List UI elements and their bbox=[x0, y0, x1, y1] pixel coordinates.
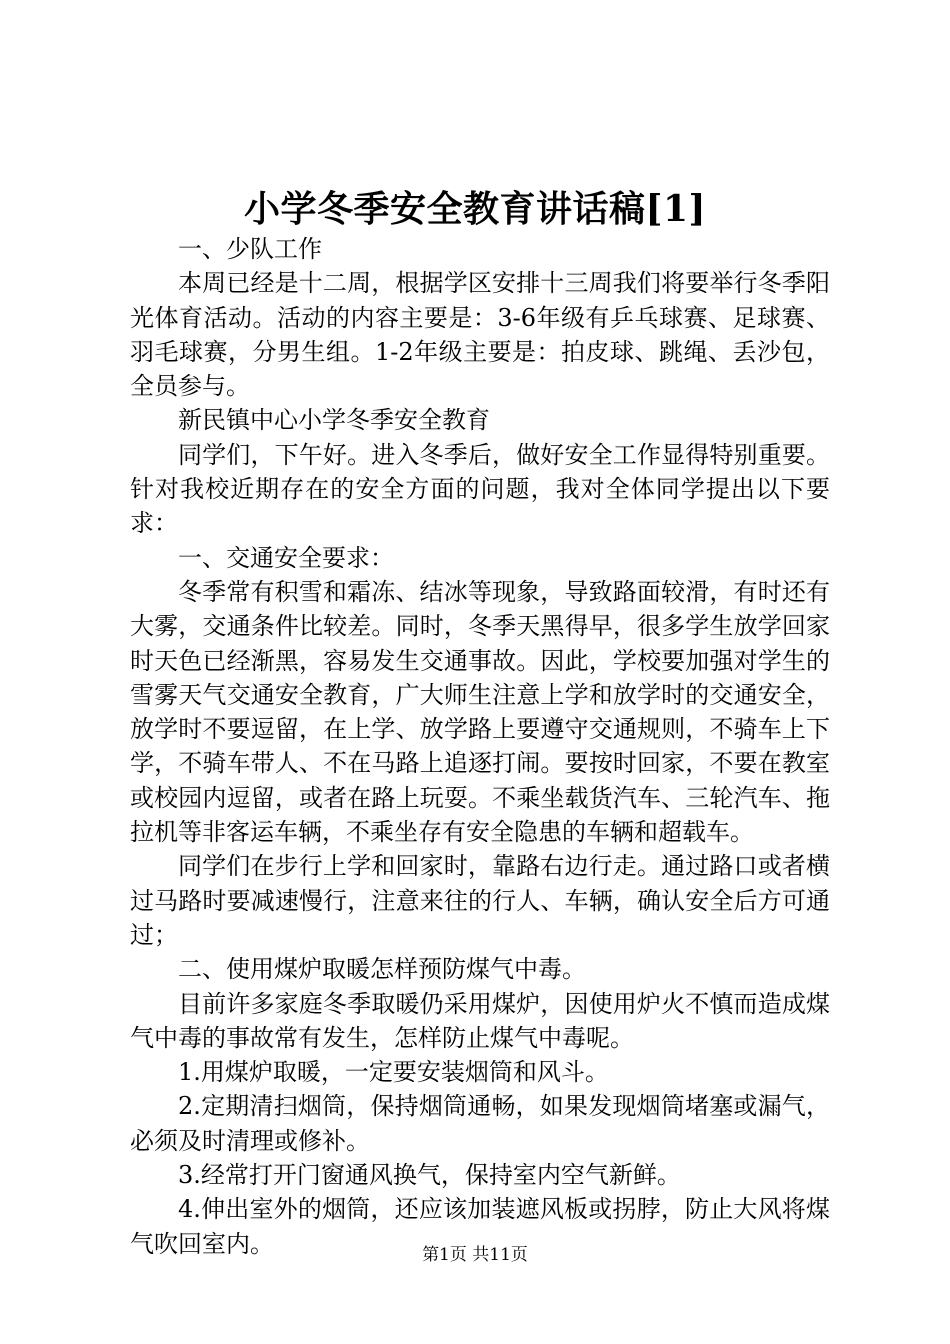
paragraph: 1.用煤炉取暖，一定要安装烟筒和风斗。 bbox=[178, 1058, 609, 1087]
paragraph: 3.经常打开门窗通风换气，保持室内空气新鲜。 bbox=[178, 1161, 681, 1190]
paragraph: 本周已经是十二周，根据学区安排十三周我们将要举行冬季阳光体育活动。活动的内容主要是：3-6年级有乒乓球赛、足球赛、羽毛球赛，分男生组。1-2年级主要是：拍皮球、跳绳、丢沙包，全员参与。 bbox=[130, 269, 830, 401]
document-body bbox=[130, 232, 830, 1261]
paragraph: 新民镇中心小学冬季安全教育 bbox=[178, 406, 490, 435]
paragraph: 冬季常有积雪和霜冻、结冰等现象，导致路面较滑，有时还有大雾，交通条件比较差。同时，冬季天黑得早，很多学生放学回家时天色已经渐黑，容易发生交通事故。因此，学校要加强对学生的雪雾天气交通安全教育，广大师生注意上学和放学时的交通安全，放学时不要逗留，在上学、放学路上要遵守交通规则，不骑车上下学，不骑车带人、不在马路上追逐打闹。要按时回家，不要在教室或校园内逗留，或者在路上玩耍。不乘坐载货汽车、三轮汽车、拖拉机等非客运车辆，不乘坐存有安全隐患的车辆和超载车。 bbox=[130, 577, 830, 847]
paragraph: 目前许多家庭冬季取暖仍采用煤炉，因使用炉火不慎而造成煤气中毒的事故常有发生，怎样防止煤气中毒呢。 bbox=[130, 989, 830, 1052]
document-title: 小学冬季安全教育讲话稿[1] bbox=[243, 188, 707, 230]
paragraph: 2.定期清扫烟筒，保持烟筒通畅，如果发现烟筒堵塞或漏气，必须及时清理或修补。 bbox=[130, 1092, 830, 1155]
paragraph: 同学们在步行上学和回家时，靠路右边行走。通过路口或者横过马路时要减速慢行，注意来往的行人、车辆，确认安全后方可通过； bbox=[130, 852, 830, 949]
paragraph: 同学们，下午好。进入冬季后，做好安全工作显得特别重要。针对我校近期存在的安全方面的问题，我对全体同学提出以下要求： bbox=[130, 440, 830, 538]
paragraph: 二、使用煤炉取暖怎样预防煤气中毒。 bbox=[178, 955, 586, 984]
paragraph: 一、交通安全要求： bbox=[178, 543, 394, 572]
paragraph: 4.伸出室外的烟筒，还应该加装遮风板或拐脖，防止大风将煤气吹回室内。 bbox=[130, 1195, 830, 1258]
paragraph: 一、少队工作 bbox=[178, 235, 322, 263]
page-footer: 第1页 共11页 bbox=[422, 1245, 528, 1265]
